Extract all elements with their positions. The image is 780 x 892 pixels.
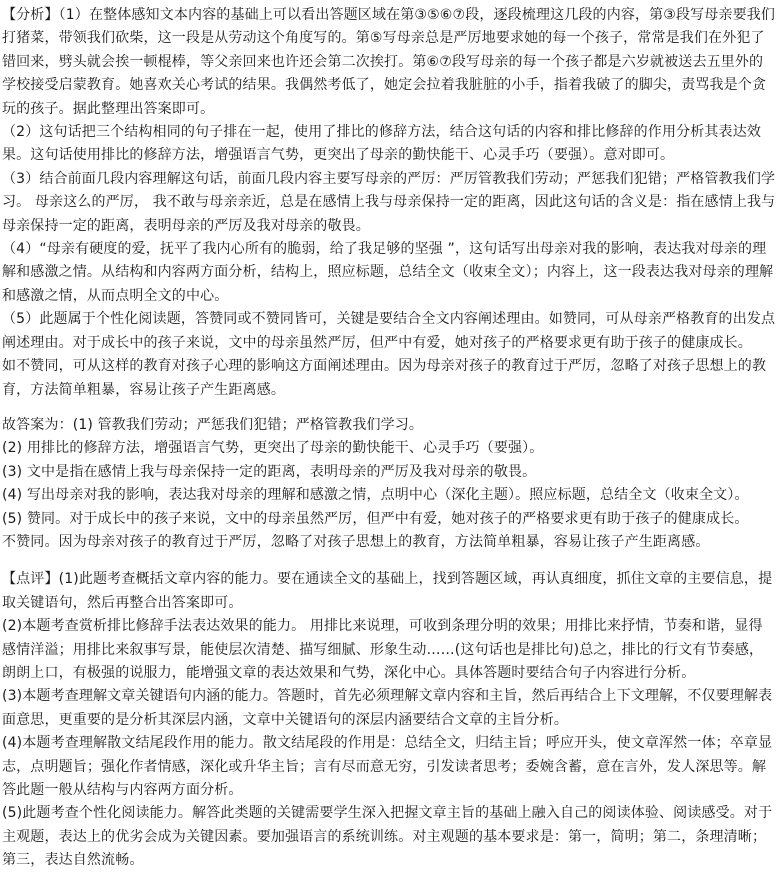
analysis-paragraph-4: （4）“母亲有硬度的爱，抚平了我内心所有的脆弱，给了我足够的坚强 ”，这句话写出母亲对我的影响，表达我对母亲的理解和感激之情。从结构和内容两方面分析，结构上，照应标题，总结全文（收束全文）；内容上，这一段表达我对母亲的理解和感激之情，从而点明全文的中心。 xyxy=(2,241,774,304)
answers-section xyxy=(2,414,776,554)
analysis-paragraph-6: 如不赞同，可从这样的教育对孩子心理的影响这方面阐述理由。因为母亲对孩子的教育过于严厉，忽略了对孩子思想上的教育，方法简单粗暴，容易让孩子产生距离感。 xyxy=(2,358,767,398)
comment-3: (3)本题考查理解文章关键语句内涵的能力。答题时，首先必须理解文章内容和主旨，然后再结合上下文理解，不仅要理解表面意思，更重要的是分析其深层内涵，文章中关键语句的深层内涵要结合文章的主旨分析。 xyxy=(2,688,773,728)
section-spacer xyxy=(2,402,776,414)
answer-6: 不赞同。因为母亲对孩子的教育过于严厉，忽略了对孩子思想上的教育，方法简单粗暴，容易让孩子产生距离感。 xyxy=(2,533,710,550)
answer-5: (5) 赞同。对于成长中的孩子来说，文中的母亲虽然严厉，但严中有爱，她对孩子的严格要求更有助于孩子的健康成长。 xyxy=(2,510,749,527)
comment-4: (4)本题考查理解散文结尾段作用的能力。散文结尾段的作用是：总结全文，归结主旨；呼应开头，使文章浑然一体；卒章显志，点明题旨；强化作者情感，深化或升华主旨；言有尽而意无穷，引发读者思考；委婉含蓄，意在言外，发人深思等。解答此题一般从结构与内容两方面分析。 xyxy=(2,735,773,798)
comment-section xyxy=(2,568,776,872)
analysis-paragraph-1: 【分析】（1）在整体感知文本内容的基础上可以看出答题区域在第③⑤⑥⑦段，逐段梳理这几段的内容，第③段写母亲要我们打猪菜，带领我们砍柴，这一段是从劳动这个角度写的。第⑤写母亲总是严厉地要求她的每一个孩子，常常是我们在外犯了错回来，劈头就会挨一顿棍棒，等父亲回来也许还会第二次挨打。第⑥⑦段写母亲的每一个孩子都是六岁就被送去五里外的学校接受启蒙教育。她喜欢关心考试的结果。我偶然考低了，她定会拉着我脏脏的小手，指着我破了的脚尖，责骂我是个贪玩的孩子。据此整理出答案即可。 xyxy=(2,7,776,117)
answer-1: 故答案为：(1) 管教我们劳动；严惩我们犯错；严格管教我们学习。 xyxy=(2,416,424,433)
answer-2: (2) 用排比的修辞方法，增强语言气势，更突出了母亲的勤快能干、心灵手巧（要强）。 xyxy=(2,440,544,457)
section-spacer xyxy=(2,554,776,568)
comment-5: (5)此题考查个性化阅读能力。解答此类题的关键需要学生深入把握文章主旨的基础上融入自己的阅读体验、阅读感受。对于主观题，表达上的优劣会成为关键因素。要加强语言的系统训练。对主观题的基本要求是：第一，简明；第二，条理清晰；第三，表达自然流畅。 xyxy=(2,805,773,869)
analysis-paragraph-2: （2）这句话把三个结构相同的句子排在一起，使用了排比的修辞方法，结合这句话的内容和排比修辞的作用分析其表达效果。这句话使用排比的修辞方法，增强语言气势，更突出了母亲的勤快能干、心灵手巧（要强）。意对即可。 xyxy=(2,124,762,164)
analysis-section xyxy=(2,4,776,402)
analysis-paragraph-5: （5）此题属于个性化阅读题，答赞同或不赞同皆可，关键是要结合全文内容阐述理由。如赞同，可从母亲严格教育的出发点阐述理由。对于成长中的孩子来说，文中的母亲虽然严厉，但严中有爱，她对孩子的严格要求更有助于孩子的健康成长。 xyxy=(2,311,776,351)
analysis-paragraph-3: （3）结合前面几段内容理解这句话，前面几段内容主要写母亲的严厉：严厉管教我们劳动；严惩我们犯错；严格管教我们学习。 母亲这么的严厉， 我不敢与母亲亲近，总是在感情上我与母亲保持一定的距离，因此这句话的含义是：指在感情上我与母亲保持一定的距离，表明母亲的严厉及我对母亲的敬畏。 xyxy=(2,170,776,234)
comment-2: (2)本题考查赏析排比修辞手法表达效果的能力。 用排比来说理，可收到条理分明的效果；用排比来抒情，节奏和谐，显得感情洋溢；用排比来叙事写景，能使层次清楚、描写细腻、形象生动……(这句话也是排比句)总之，排比的行文有节奏感，朗朗上口，有极强的说服力，能增强文章的表达效果和气势，深化中心。具体答题时要结合句子内容进行分析。 xyxy=(2,618,764,681)
answer-3: (3) 文中是指在感情上我与母亲保持一定的距离，表明母亲的严厉及我对母亲的敬畏。 xyxy=(2,463,537,480)
comment-1: 【点评】(1)此题考查概括文章内容的能力。要在通读全文的基础上，找到答题区域，再认真细度，抓住文章的主要信息，提取关键语句，然后再整合出答案即可。 xyxy=(2,571,773,611)
answer-4: (4) 写出母亲对我的影响，表达我对母亲的理解和感激之情，点明中心（深化主题）。照应标题，总结全文（收束全文）。 xyxy=(2,487,749,504)
